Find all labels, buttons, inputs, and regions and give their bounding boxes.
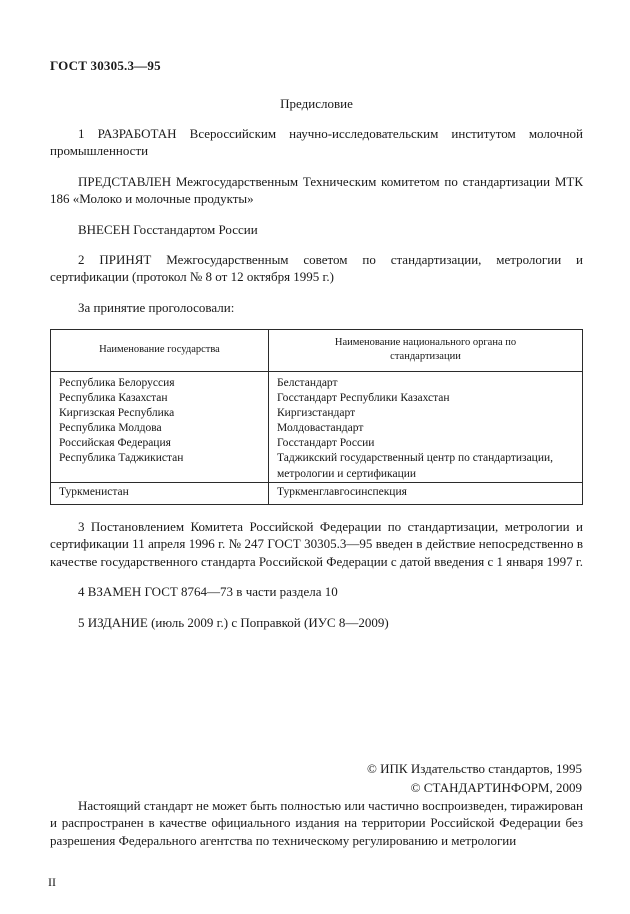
table-row <box>51 372 582 391</box>
org-cell: Белстандарт <box>277 376 338 389</box>
header-cell-country <box>51 330 269 370</box>
table-row <box>51 406 582 421</box>
country-cell: Республика Белоруссия <box>51 372 269 391</box>
copyright-line-1: © ИПК Издательство стандартов, 1995 <box>367 761 582 777</box>
reproduction-notice: Настоящий стандарт не может быть полностью или частично воспроизведен, тиражирован и распространен в качестве официального издания на территории Российской Федерации без разрешения Федерального агентства по техническому регулированию и метрологии <box>50 797 583 848</box>
country-cell: Киргизская Республика <box>51 406 269 421</box>
org-cell: Госстандарт Республики Казахстан <box>277 391 450 404</box>
org-cell: Таджикский государственный центр по стандартизации, метрологии и сертификации <box>277 452 554 480</box>
standard-code: ГОСТ 30305.3—95 <box>50 58 161 73</box>
table-row <box>51 421 582 436</box>
table-row <box>51 436 582 451</box>
org-cell: Киргизстандарт <box>277 406 356 419</box>
org-cell: Молдовастандарт <box>277 422 364 435</box>
page-content <box>50 58 583 631</box>
paragraph-replaces: 4 ВЗАМЕН ГОСТ 8764—73 в части раздела 10 <box>78 584 338 600</box>
paragraph-presented: ПРЕДСТАВЛЕН Межгосударственным Техническим комитетом по стандартизации МТК 186 «Молоко и молочные продукты» <box>50 173 583 207</box>
country-cell: Российская Федерация <box>51 436 269 451</box>
paragraph-developed: 1 РАЗРАБОТАН Всероссийским научно-исследовательским институтом молочной промышленности <box>50 126 583 159</box>
page-number: II <box>48 875 56 889</box>
copyright-block <box>367 760 582 798</box>
voting-table-body <box>51 372 582 504</box>
org-cell: Туркменглавгосинспекция <box>277 485 407 498</box>
org-cell: Госстандарт России <box>277 437 375 450</box>
country-cell: Республика Казахстан <box>51 391 269 406</box>
table-row <box>51 451 582 481</box>
country-cell: Республика Таджикистан <box>51 451 269 481</box>
copyright-line-2: © СТАНДАРТИНФОРМ, 2009 <box>410 780 582 796</box>
header-cell-org-label: Наименование национального органа по стандартизации <box>334 337 517 363</box>
section-title: Предисловие <box>280 96 353 111</box>
paragraph-submitted: ВНЕСЕН Госстандартом России <box>78 221 258 237</box>
paragraph-adopted: 2 ПРИНЯТ Межгосударственным советом по стандартизации, метрологии и сертификации (протокол № 8 от 12 октября 1995 г.) <box>50 252 583 285</box>
header-cell-org <box>269 330 582 370</box>
paragraph-voting-intro: За принятие проголосовали: <box>78 299 235 315</box>
country-cell: Туркменистан <box>51 483 269 504</box>
voting-table-header <box>51 330 582 371</box>
paragraph-edition: 5 ИЗДАНИЕ (июль 2009 г.) с Поправкой (ИУС 8—2009) <box>78 614 389 630</box>
table-row <box>51 482 582 504</box>
voting-table <box>50 329 583 505</box>
table-row <box>51 391 582 406</box>
country-cell: Республика Молдова <box>51 421 269 436</box>
paragraph-resolution: 3 Постановлением Комитета Российской Федерации по стандартизации, метрологии и сертификации 11 апреля 1996 г. № 247 ГОСТ 30305.3—95 введен в действие непосредственно в качестве государственного стандарта Российской Федерации с датой введения с 1 января 1997 г. <box>50 518 584 569</box>
header-cell-country-label: Наименование государства <box>99 344 220 356</box>
